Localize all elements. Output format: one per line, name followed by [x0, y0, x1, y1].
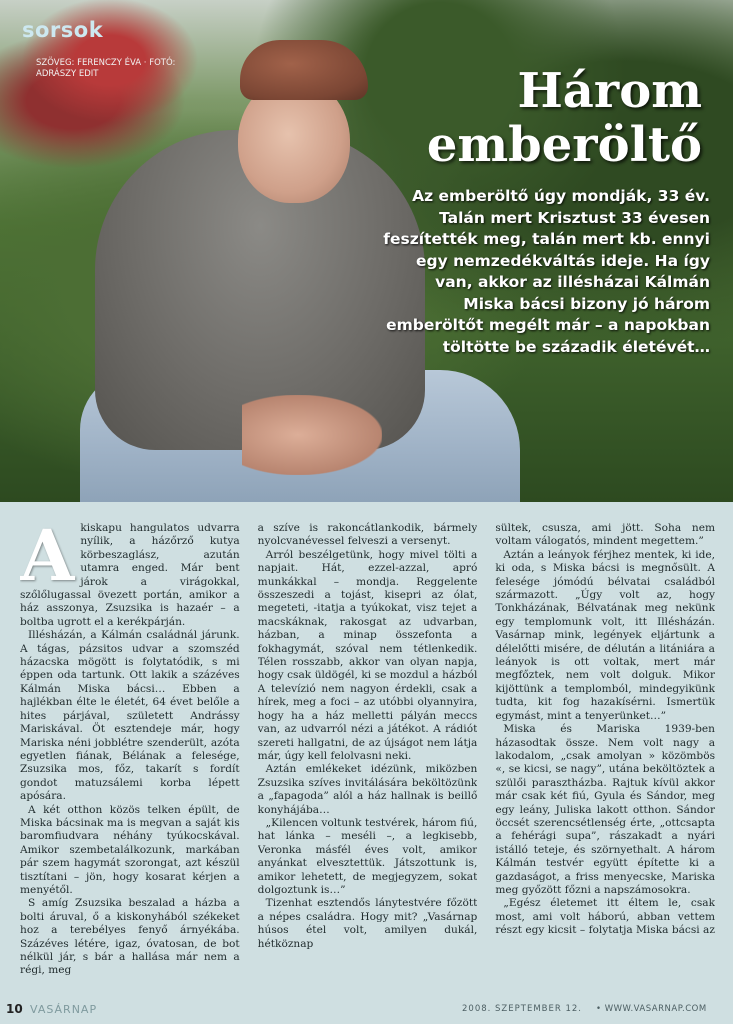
paragraph: Arról beszélgetünk, hogy mivel tölti a napjait. Hát, ezzel-azzal, apró munkákkal – mondja. Reggelente összeszedi a tojást, kisepri az ólat, megeteti, -itatja a tyúkokat, visz tejet a macskáknak, rakosgat az udvarban, házban, a minap összefonta a fokhagymát, szóval nem tétlenkedik. Télen rosszabb, akkor van olyan napja, hogy csak üldögél, ki se mozdul a házból A televízió nem nagyon érdekli, csak a hírek, meg a foci – az utóbbi olyannyira, hogy ha a ház melletti pályán meccs van, az udvarról nézi a játékot. A rádiót szereti hallgatni, de az újságot nem látja már, úgy kell felolvasni neki.	[257, 548, 478, 762]
paragraph: Tizenhat esztendős lánytestvére főzött a népes családra. Hogy mit? „Vasárnap húsos étel volt, amilyen dukál, hétköznap	[257, 897, 478, 950]
headline	[372, 64, 702, 172]
credits: SZÖVEG: FERENCZY ÉVA · FOTÓ: ADRÁSZY EDIT	[36, 58, 176, 79]
cover-photo	[0, 0, 733, 502]
article-column-2	[258, 522, 478, 997]
issue-date: 2008. SZEPTEMBER 12.	[462, 1004, 582, 1014]
lede: Az emberöltő úgy mondják, 33 év. Talán mert Krisztust 33 évesen feszítették meg, talán mert kb. ennyi egy nemzedékváltás ideje. Ha így van, akkor az illésházai Kálmán Miska bácsi bizony jó három emberöltőt megélt már – a napokban töltötte be századik életévét…	[383, 187, 710, 356]
paragraph: Aztán a leányok férjhez mentek, ki ide, ki oda, s Miska bácsi is megnősült. A felesége jómódú bélvatai családból származott. „Úgy volt az, hogy Tonkházának, Bélvatának meg nekünk egy templomunk volt, itt Illésházán. Vasárnap mink, legények eljártunk a délelőtti misére, de délután a litániára a leányok is ott voltak, mert már megfőztek, nem volt dolguk. Mikor kijöttünk a templomból, mindegyikünk tudta, kit fog hazakísérni. Ismertük egymást, mint a tenyerünket…”	[495, 548, 716, 722]
paragraph: a szíve is rakoncátlankodik, bármely nyolcvanévessel felveszi a versenyt.	[257, 522, 478, 548]
article-body	[20, 522, 715, 997]
paragraph: „Kilencen voltunk testvérek, három fiú, hat lánka – meséli –, a legkisebb, Veronka másfél éves volt, amikor anyánkat elvesztettük. Játszottunk is, amikor lehetett, de megjegyzem, sokat dolgoztunk is…”	[257, 816, 478, 896]
paragraph: sültek, csusza, ami jött. Soha nem voltam válogatós, mindent megettem.”	[495, 522, 716, 548]
photo-figure-cap	[240, 40, 368, 100]
section-tag: sorsok	[22, 18, 104, 42]
paragraph: S amíg Zsuzsika beszalad a házba a bolti áruval, ő a kiskonyhából székeket hoz a terebélyes fenyő árnyékába. Százéves létére, igaz, óvatosan, de bot nélkül jár, s bár a hallása már nem a régi, meg	[20, 897, 240, 977]
article-column-1	[20, 522, 240, 997]
headline-line-2: emberöltő	[426, 117, 702, 173]
website: • WWW.VASARNAP.COM	[596, 1004, 707, 1014]
paragraph: Miska és Mariska 1939-ben házasodtak össze. Nem volt nagy a lakodalom, „csak amolyan » közömbös «, se kicsi, se nagy”, utána beköltöztek a szülői parasztházba. Rajtuk kívül akkor már csak két fiú, Gyula és Sándor, meg egy leány, Juliska lakott otthon. Sándor öccsét szerencsétlenség érte, „ottcsapta a fehérági supa”, rászakadt a nyári istálló teteje, és szörnyethalt. A három Kálmán testvér együtt építette ki a gazdaságot, a friss menyecske, Mariska meg győzött főzni a napszámosokra.	[495, 723, 716, 896]
article-column-3	[495, 522, 715, 997]
paragraph: A két otthon közös telken épült, de Miska bácsinak ma is megvan a saját kis baromfiudvara néhány tyúkocskával. Amikor szembetalálkozunk, markában pár szem hagymát szorongat, azt készül tisztítani – jön, hogy kosarat kérjen a menyétől.	[20, 803, 240, 896]
page-number: 10	[6, 1002, 23, 1016]
headline-line-1: Három	[517, 63, 702, 119]
paragraph: Aztán emlékeket idézünk, miközben Zsuzsika szíves invitálására beköltözünk a „fapagoda” alól a ház hallnak is beillő konyhájába…	[257, 763, 478, 816]
page-footer	[0, 996, 733, 1024]
dropcap: A	[20, 522, 75, 597]
paragraph: kiskapu hangulatos udvarra nyílik, a házőrző kutya körbeszaglász, azután utamra enged. Már bent járok a virágokkal, szőlőlugassal övezett portán, amikor a ház asszonya, Zsuzsika is hazaér – a boltba ugrott el a kerékpárján.	[20, 522, 240, 628]
photo-figure-hands	[242, 395, 382, 475]
publication-name: VASÁRNAP	[30, 1003, 98, 1016]
paragraph: „Egész életemet itt éltem le, csak most, ami volt háború, abban vettem részt egy kicsit – folytatja Miska bácsi az	[495, 897, 716, 937]
paragraph: Illésházán, a Kálmán családnál járunk. A tágas, pázsitos udvar a szomszéd házacska mögött is folytatódik, s mi éppen oda tartunk. Ott lakik a százéves Kálmán Miska bácsi… Ebben a hajlékban élte le életét, 64 évet belőle a hites párjával, született Andrássy Mariskával. Öt esztendeje már, hogy Mariska néni jobblétre szenderült, azóta egyetlen fiának, Bélának a felesége, Zsuzsika mos, főz, takarít s fordít gondot matuzsálemi korba lépett apósára.	[20, 629, 240, 803]
